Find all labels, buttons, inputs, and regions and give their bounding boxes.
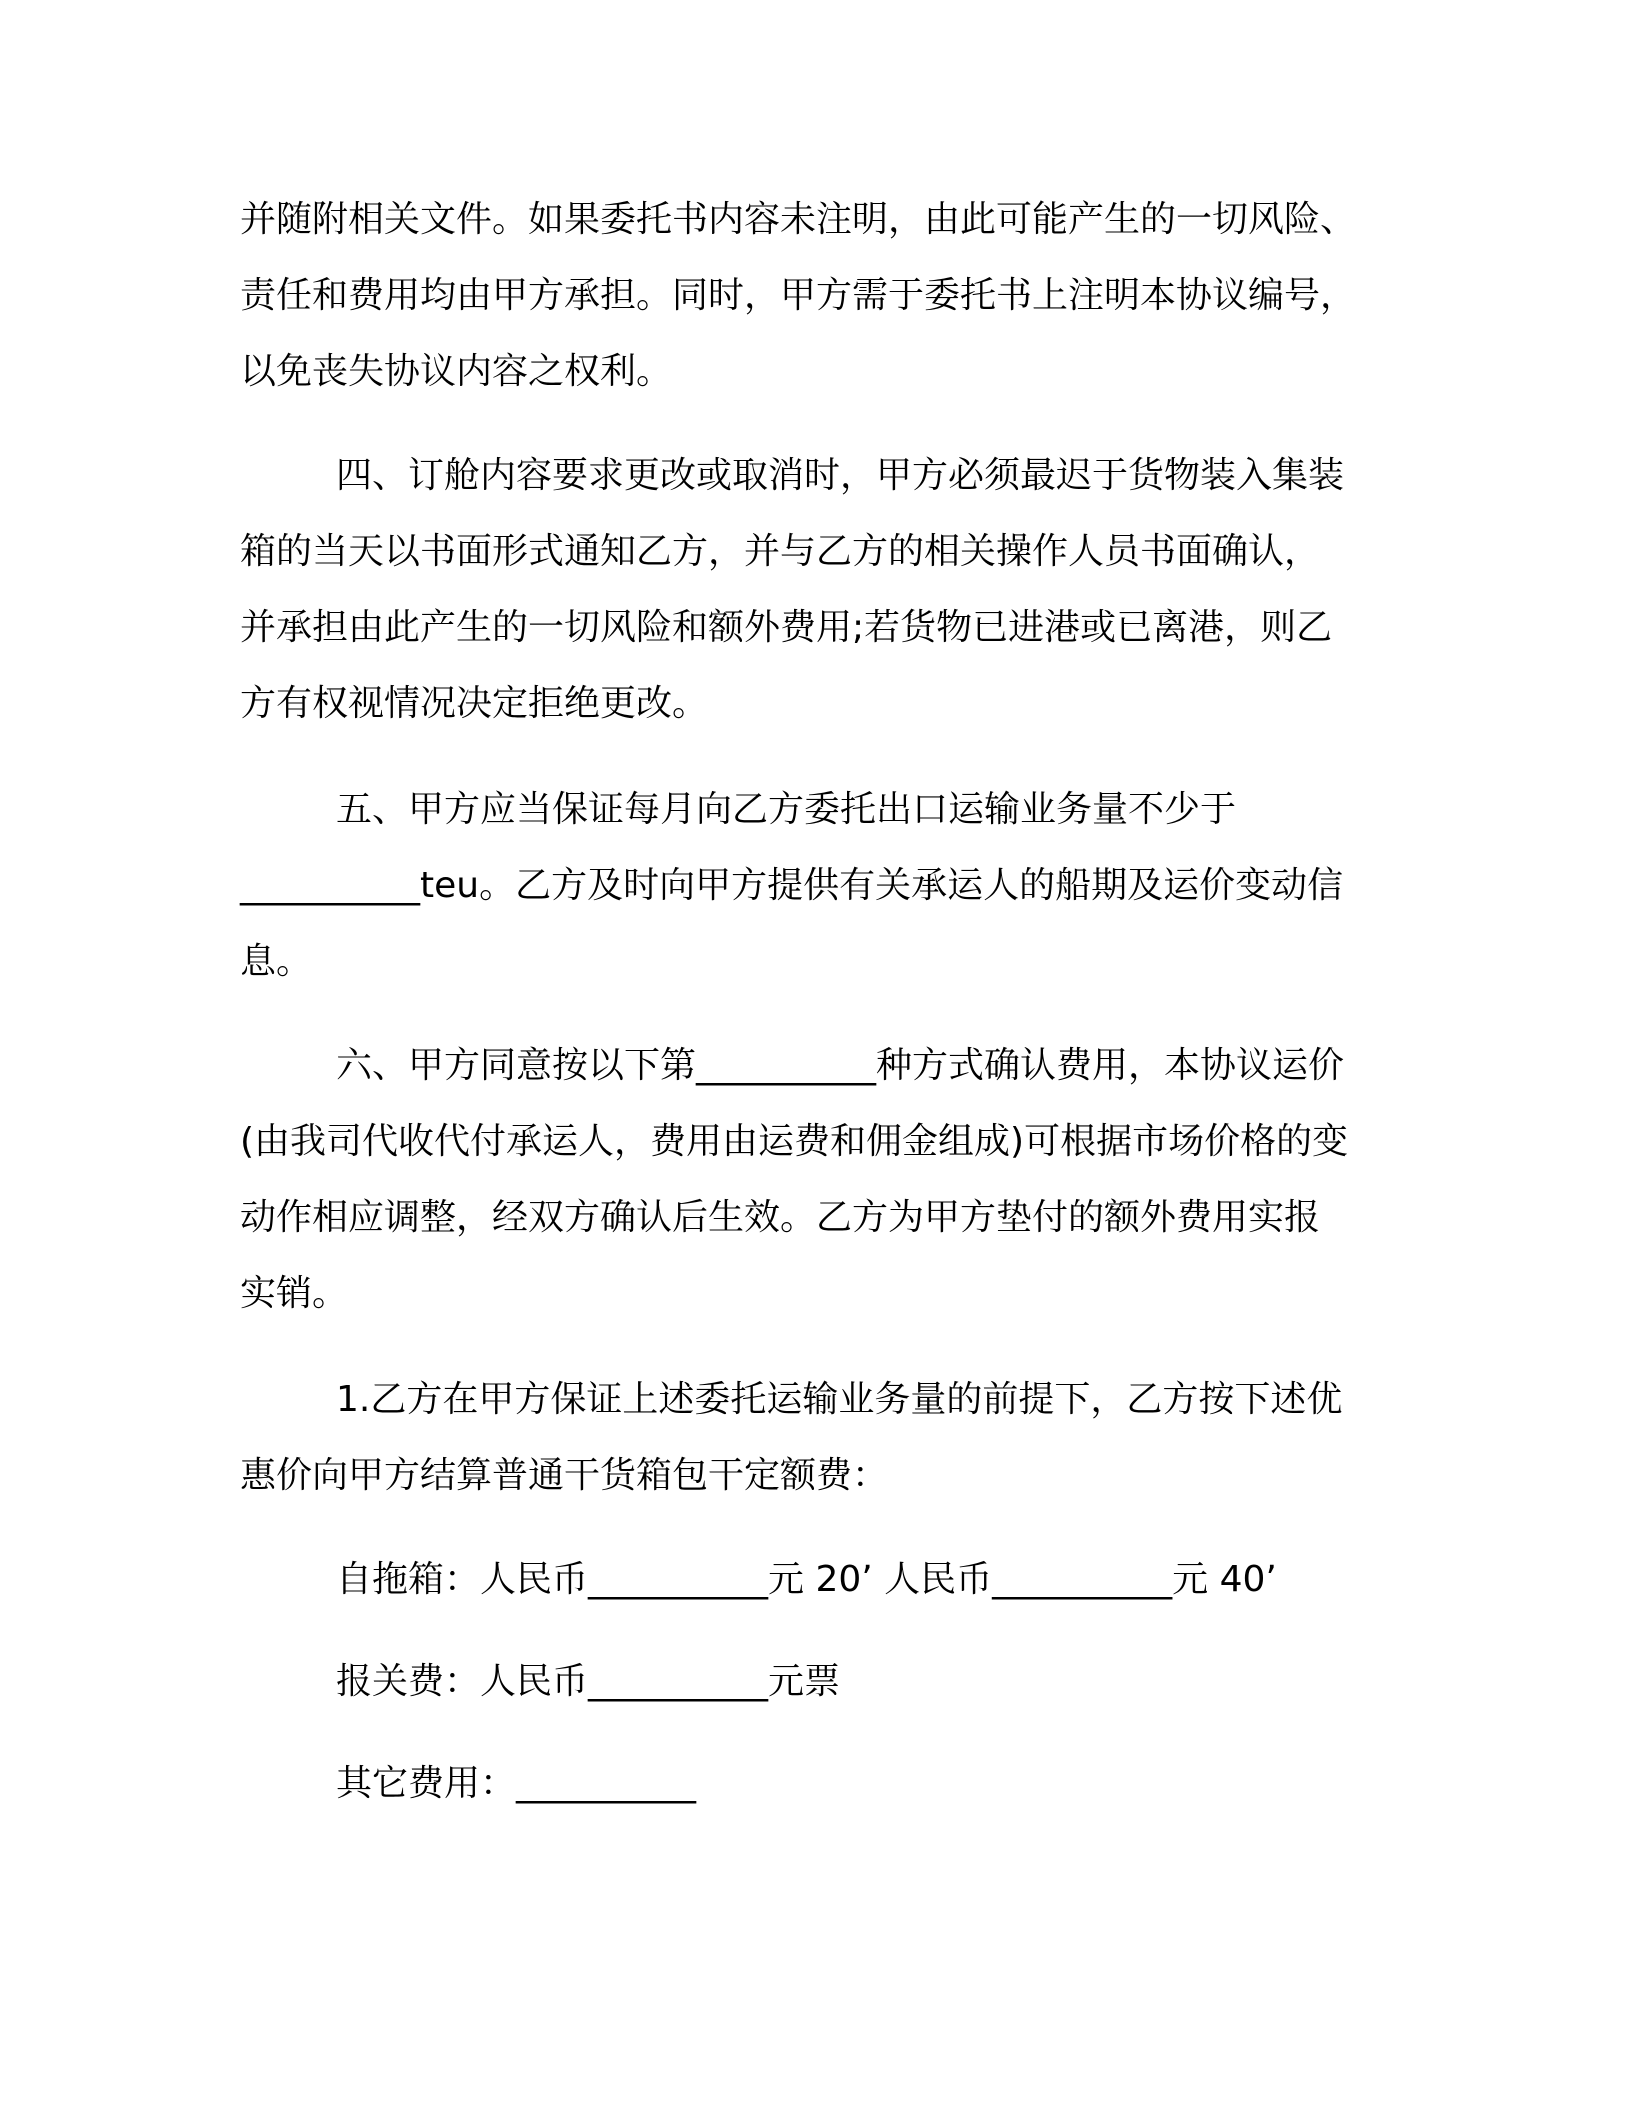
paragraph-line: (由我司代收代付承运人，费用由运费和佣金组成)可根据市场价格的变: [240, 1121, 1349, 1162]
paragraph-line: 四、订舱内容要求更改或取消时，甲方必须最迟于货物装入集装: [336, 455, 1345, 496]
paragraph-line: 箱的当天以书面形式通知乙方，并与乙方的相关操作人员书面确认，: [240, 531, 1321, 572]
paragraph-line: 动作相应调整，经双方确认后生效。乙方为甲方垫付的额外费用实报: [240, 1197, 1321, 1238]
paragraph-line: __________teu。乙方及时向甲方提供有关承运人的船期及运价变动信: [240, 865, 1344, 906]
paragraph-line: 并随附相关文件。如果委托书内容未注明，由此可能产生的一切风险、: [240, 199, 1357, 240]
paragraph-line: 五、甲方应当保证每月向乙方委托出口运输业务量不少于: [336, 789, 1237, 830]
paragraph-line: 惠价向甲方结算普通干货箱包干定额费：: [240, 1455, 889, 1496]
document-page: [240, 0, 1392, 2112]
other-fees-line: 其它费用：__________: [336, 1763, 697, 1804]
paragraph-line: 方有权视情况决定拒绝更改。: [240, 683, 709, 724]
self-haul-fee-line: 自拖箱：人民币__________元 20’ 人民币__________元 40’: [336, 1559, 1277, 1600]
paragraph-line: 以免丧失协议内容之权利。: [240, 351, 673, 392]
paragraph-line: 1.乙方在甲方保证上述委托运输业务量的前提下，乙方按下述优: [336, 1379, 1343, 1420]
paragraph-line: 并承担由此产生的一切风险和额外费用;若货物已进港或已离港，则乙: [240, 607, 1333, 648]
paragraph-line: 六、甲方同意按以下第__________种方式确认费用，本协议运价: [336, 1045, 1345, 1086]
paragraph-line: 实销。: [240, 1273, 349, 1314]
customs-fee-line: 报关费：人民币__________元票: [336, 1661, 841, 1702]
paragraph-line: 责任和费用均由甲方承担。同时，甲方需于委托书上注明本协议编号，: [240, 275, 1357, 316]
paragraph-line: 息。: [240, 941, 313, 982]
